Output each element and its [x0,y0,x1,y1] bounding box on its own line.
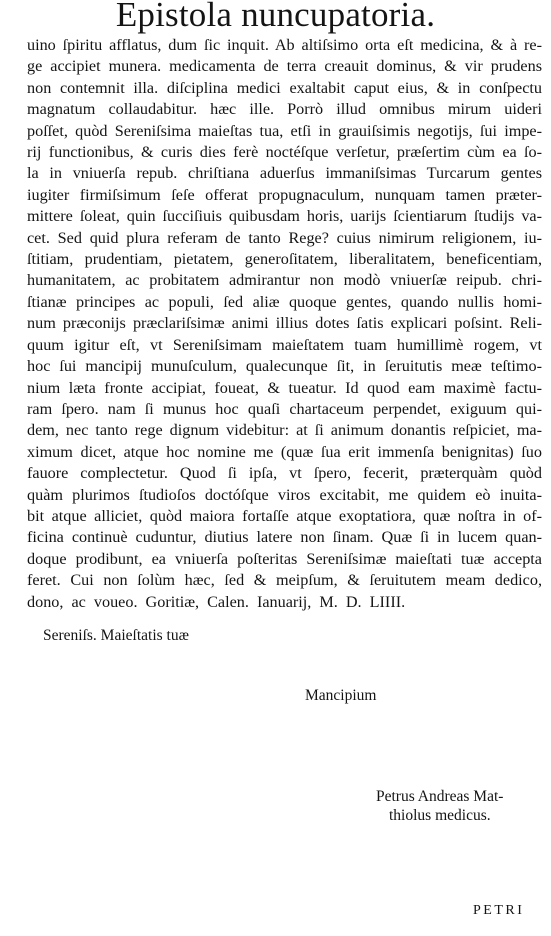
body-line: feret. Cui non ſolùm hæc, ſed & meipſum, & ſeruitutem meam dedico, [27,571,542,590]
body-line: rij functionibus, & curis dies ferè noctéſque verſetur, præſertim cùm ea ſo- [27,143,542,162]
body-line: num præconijs præclariſsimæ animi illius dotes ſatis explicari poſsint. Reli- [27,314,542,333]
body-line: iugiter firmiſsimum ſeſe offerat propugnaculum, nunquam tamen præter- [27,185,542,204]
body-line: bit atque alliciet, quòd maiora fortaſſe atque exoptatiora, quæ noſtra in of- [27,506,542,525]
servant-line: Mancipium [305,687,377,704]
body-line: ximum dicet, atque hoc nomine me (quæ ſua erit immenſa benignitas) ſuo [27,442,542,461]
body-line: nium læta fronte accipiat, foueat, & tueatur. Id quod eam maximè factu- [27,378,542,397]
body-line: humanitatem, ac probitatem admirantur non modò vniuerſæ reipub. chri- [27,271,542,290]
signature-line-2: thiolus medicus. [389,807,491,824]
body-line: uino ſpiritu afflatus, dum ſic inquit. Ab altiſsimo orta eſt medicina, & à re- [27,36,542,54]
body-line: quàm plurimos ſtudioſos doctóſque viros excitabit, me quidem eò inuita- [27,485,542,504]
epistle-body [27,35,542,613]
body-line: quum igitur eſt, vt Sereniſsimam maieſtatem tuam humillimè rogem, vt [27,335,542,354]
signature-line-1: Petrus Andreas Mat- [376,788,504,805]
body-line: doque prodibunt, ea vniuerſa poſteritas Sereniſsimæ maieſtati tuæ accepta [27,549,542,568]
body-line: non contemnit illa. diſciplina medici exaltabit caput eius, & in conſpectu [27,78,542,97]
body-line: ſtitiam, prudentiam, pietatem, generoſitatem, liberalitatem, beneficentiam, [27,250,542,269]
catchword: PETRI [473,903,525,918]
body-line: ram ſpero. nam ſi munus hoc quaſi chartaceum perpendet, exiguum qui- [27,399,542,418]
body-line: poſſet, quòd Sereniſsima maieſtas tua, etſi in grauiſsimis negotijs, ſui impe- [27,121,542,140]
page-heading: Epistola nuncupatoria. [115,0,436,34]
body-line: ſtianæ principes ac populi, ſed aliæ quoque gentes, quando nullis homi- [27,292,542,311]
body-line: ficina continuè cuduntur, diutius latere non ſinam. Quæ ſi in lucem quan- [27,528,542,547]
date-line: dono, ac voueo. Goritiæ, Calen. Ianuarij, M. D. LIIII. [27,592,406,611]
body-line: la in vniuerſa repub. chriſtiana aduerſus immaniſsimas Turcarum gentes [27,164,542,183]
body-line: fauore complectetur. Quod ſi ipſa, vt ſpero, fecerit, præterquàm quòd [27,464,542,483]
body-line: cet. Sed quid plura referam de tanto Rege? cuius nimirum religionem, iu- [27,228,542,247]
body-line: ge accipiet munera. medicamenta de terra creauit dominus, & vir prudens [27,57,542,76]
salutation: Sereniſs. Maieſtatis tuæ [43,627,189,644]
body-line: dem, nec tanto rege dignum videbitur: at ſi animum donantis reſpiciet, ma- [27,421,542,440]
body-line: magnatum collaudabitur. hæc ille. Porrò illud omnibus mirum uideri [27,100,542,119]
body-line: hoc ſui mancipij munuſculum, qualecunque ſit, in ſeruitutis meæ teſtimo- [27,357,542,376]
body-line: mittere ſoleat, quin ſucciſiuis quibusdam horis, uarijs ſcientiarum ſtudijs va- [27,207,542,226]
